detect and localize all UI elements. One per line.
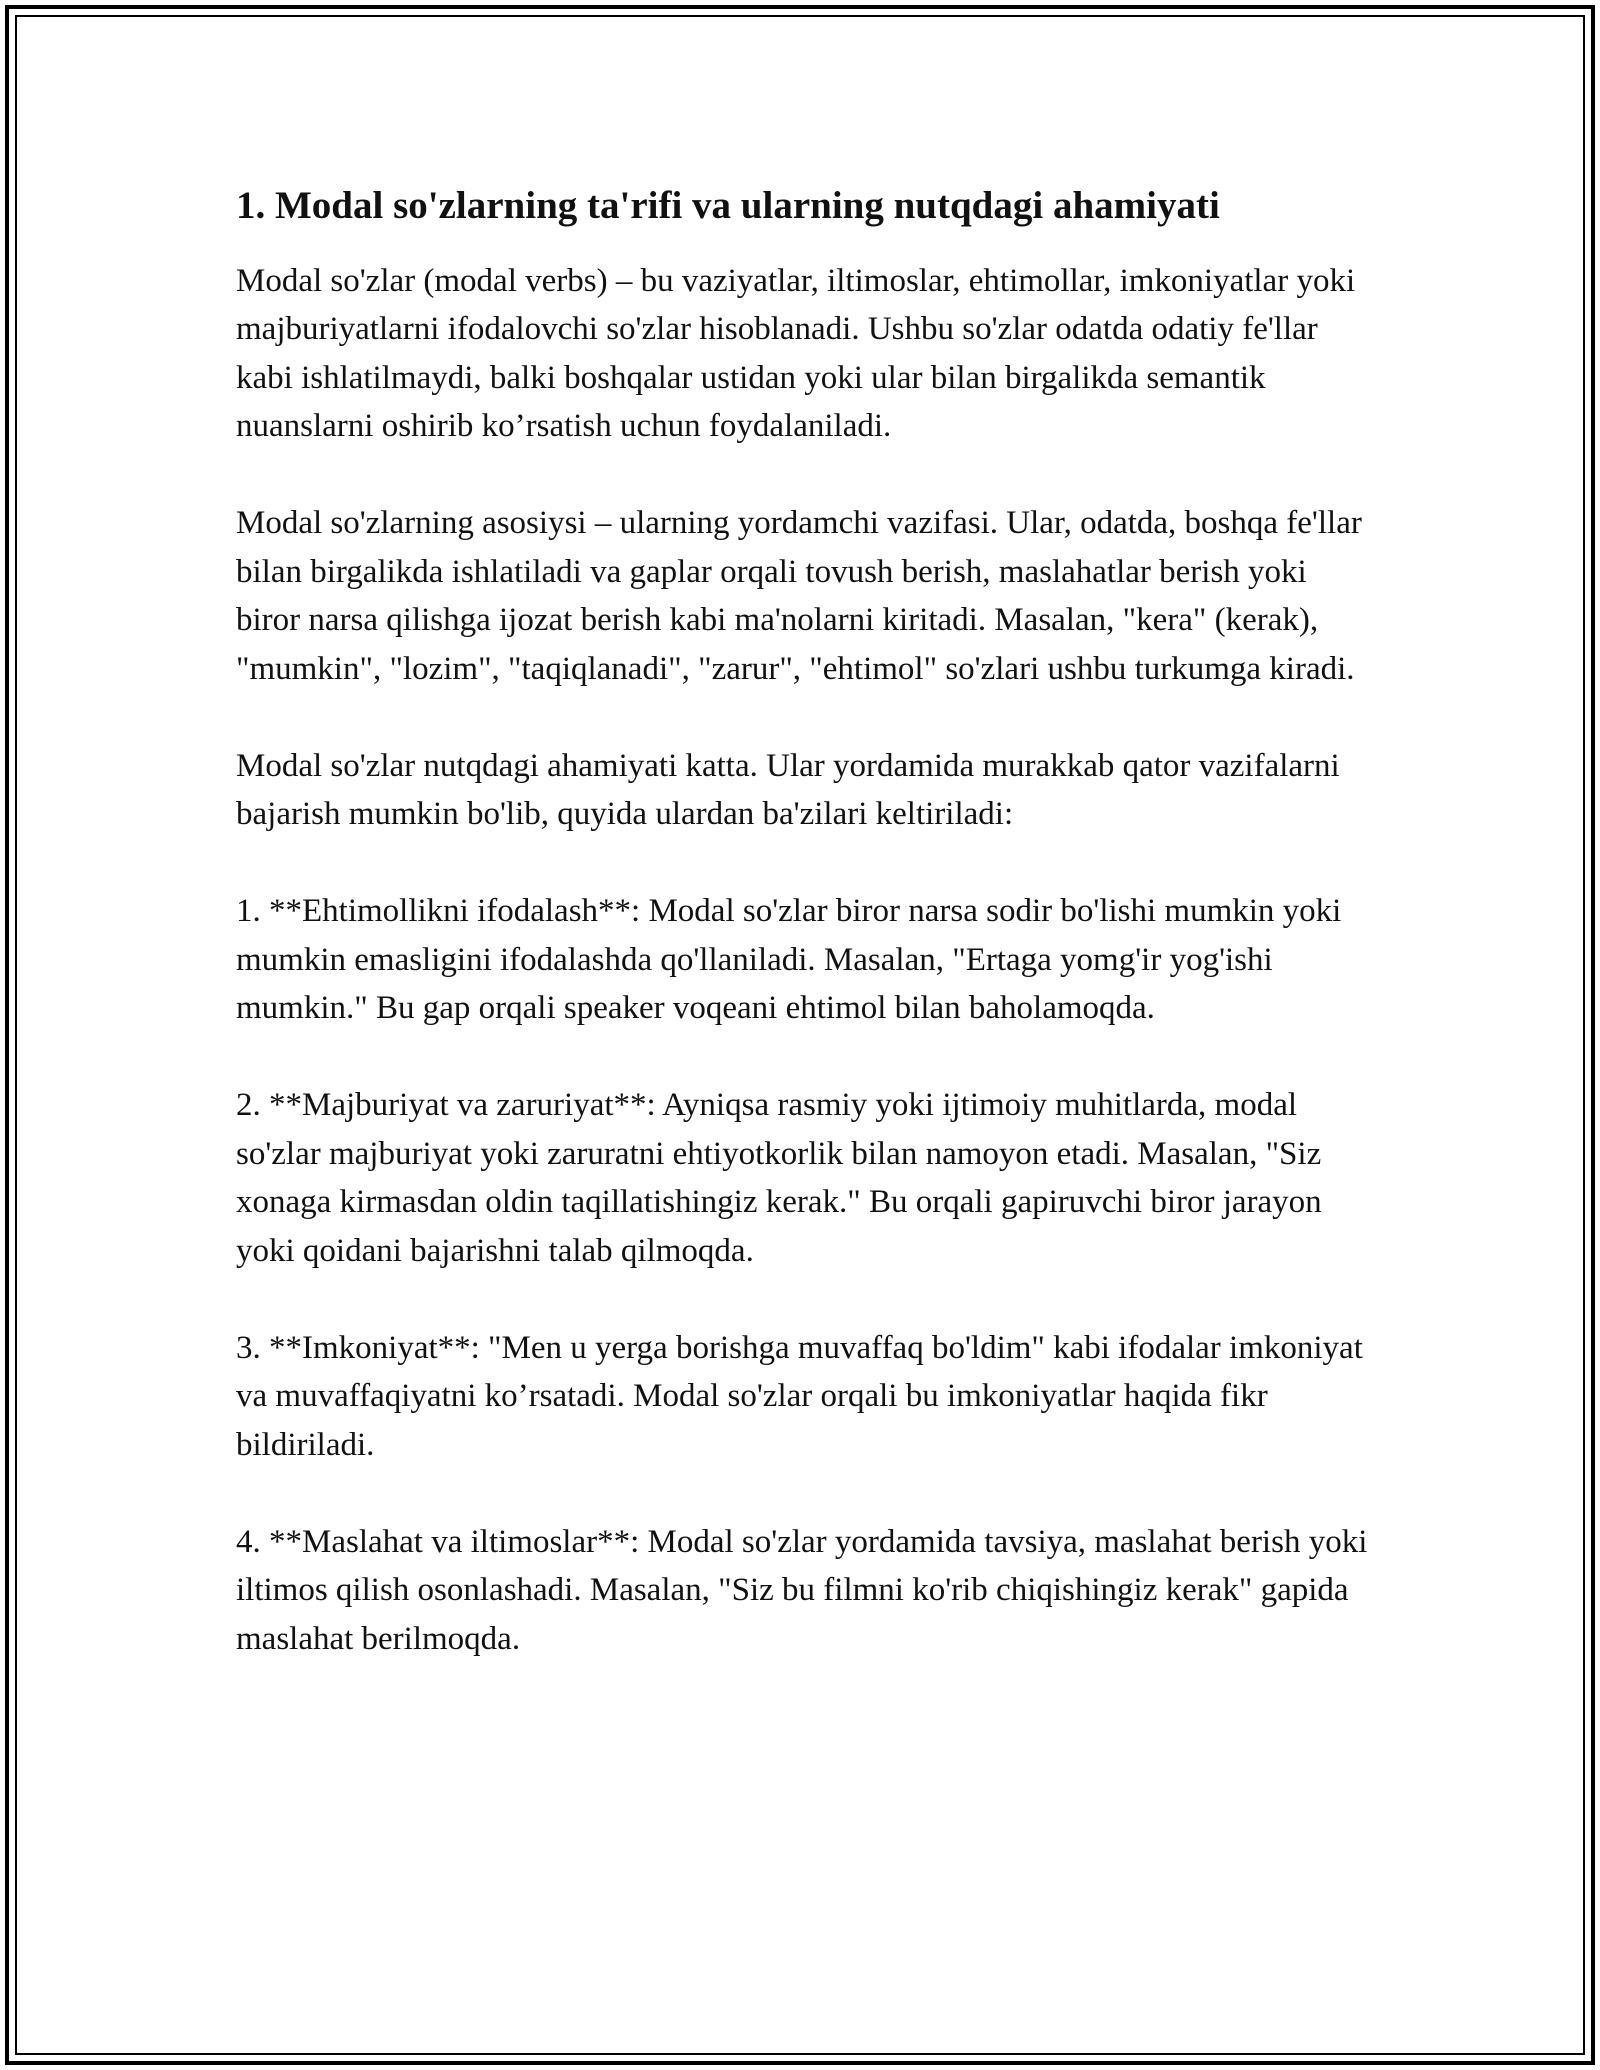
list-item-possibility: 3. **Imkoniyat**: "Men u yerga borishga muvaffaq bo'ldim" kabi ifodalar imkoniyat va muvaffaqiyatni ko’rsatadi. Modal so'zlar orqali bu imkoniyatlar haqida fikr bildiriladi. bbox=[236, 1329, 1363, 1463]
section-heading: 1. Modal so'zlarning ta'rifi va ularning nutqdagi ahamiyati bbox=[236, 184, 1220, 227]
list-item-probability: 1. **Ehtimollikni ifodalash**: Modal so'zlar biror narsa sodir bo'lishi mumkin yoki mumkin emasligini ifodalashda qo'llaniladi. Masalan, "Ertaga yomg'ir yog'ishi mumkin." Bu gap orqali speaker voqeani ehtimol bilan baholamoqda. bbox=[236, 893, 1342, 1027]
paragraph-definition: Modal so'zlar (modal verbs) – bu vaziyatlar, iltimoslar, ehtimollar, imkoniyatlar yoki majburiyatlarni ifodalovchi so'zlar hisoblanadi. Ushbu so'zlar odatda odatiy fe'llar kabi ishlatilmaydi, balki boshqalar ustidan yoki ular bilan birgalikda semantik nuanslarni oshirib ko’rsatish uchun foydalaniladi. bbox=[236, 262, 1356, 445]
list-item-advice: 4. **Maslahat va iltimoslar**: Modal so'zlar yordamida tavsiya, maslahat berish yoki iltimos qilish osonlashadi. Masalan, "Siz bu filmni ko'rib chiqishingiz kerak" gapida maslahat berilmoqda. bbox=[236, 1523, 1368, 1657]
paragraph-importance: Modal so'zlar nutqdagi ahamiyati katta. Ular yordamida murakkab qator vazifalarni bajarish mumkin bo'lib, quyida ulardan ba'zilari keltiriladi: bbox=[236, 747, 1340, 833]
paragraph-main-function: Modal so'zlarning asosiysi – ularning yordamchi vazifasi. Ular, odatda, boshqa fe'llar bilan birgalikda ishlatiladi va gaplar orqali tovush berish, maslahatlar berish yoki biror narsa qilishga ijozat berish kabi ma'nolarni kiritadi. Masalan, "kera" (kerak), "mumkin", "lozim", "taqiqlanadi", "zarur", "ehtimol" so'zlari ushbu turkumga kiradi. bbox=[236, 505, 1362, 687]
list-item-obligation: 2. **Majburiyat va zaruriyat**: Ayniqsa rasmiy yoki ijtimoiy muhitlarda, modal so'zlar majburiyat yoki zaruratni ehtiyotkorlik bilan namoyon etadi. Masalan, "Siz xonaga kirmasdan oldin taqillatishingiz kerak." Bu orqali gapiruvchi biror jarayon yoki qoidani bajarishni talab qilmoqda. bbox=[236, 1087, 1322, 1269]
document-body bbox=[236, 180, 1376, 1712]
